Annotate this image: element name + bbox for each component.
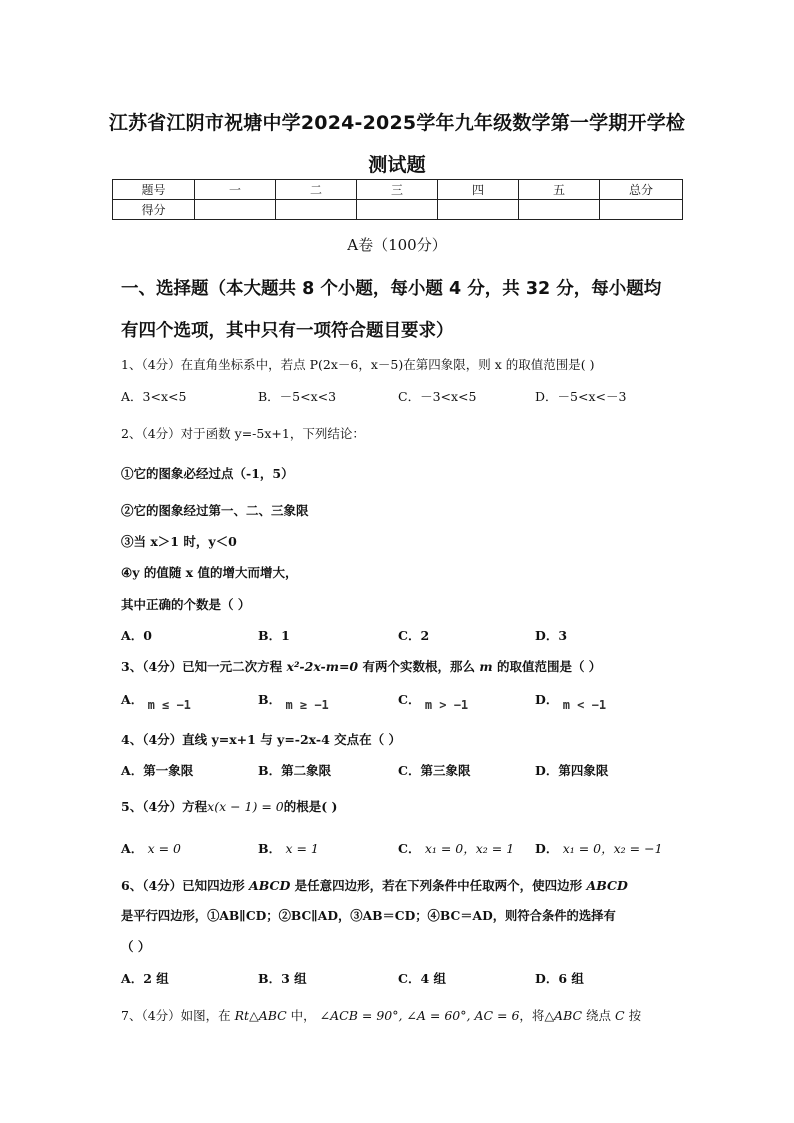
question-6-stem-line2: 是平行四边形，①AB∥CD；②BC∥AD，③AB＝CD；④BC＝AD，则符合条件的选择有 xyxy=(121,908,616,923)
q5-stem-part: 5、（4分）方程 xyxy=(121,799,208,814)
score-row-label: 得分 xyxy=(113,200,195,220)
question-5-stem xyxy=(121,797,337,815)
score-header-cell: 题号 xyxy=(113,180,195,200)
score-cell[interactable] xyxy=(600,200,683,220)
part1-heading-line1: 一、选择题（本大题共 8 个小题，每小题 4 分，共 32 分，每小题均 xyxy=(121,279,662,299)
q7-stem-part: 7、（4分）如图，在 xyxy=(121,1008,235,1023)
q2-statement-1: ①它的图象必经过点（-1，5） xyxy=(121,466,294,481)
q7-triangle-2: △ABC xyxy=(544,1008,583,1023)
q5-option-d-label: D． xyxy=(535,841,559,856)
q5-option-a-label: A． xyxy=(121,841,144,856)
q3-option-d-value: m < −1 xyxy=(562,698,607,712)
exam-title-line2: 测试题 xyxy=(368,154,426,176)
q2-option-a[interactable]: A．0 xyxy=(121,628,152,643)
q4-option-b[interactable]: B．第二象限 xyxy=(258,763,332,778)
q3-option-c-label: C． xyxy=(398,692,421,707)
q3-option-a-label: A． xyxy=(121,692,144,707)
q6-stem-part: 是任意四边形，若在下列条件中任取两个，使四边形 xyxy=(290,878,587,893)
q5-equation: x(x − 1) = 0 xyxy=(207,799,284,814)
q5-option-a[interactable] xyxy=(121,839,181,857)
score-table-header-row xyxy=(113,180,683,200)
q3-option-a-value: m ≤ −1 xyxy=(147,698,191,712)
q3-equation: x²-2x-m=0 xyxy=(286,659,359,674)
q5-option-c-label: C． xyxy=(398,841,421,856)
question-4-stem: 4、（4分）直线 y=x+1 与 y=-2x-4 交点在（ ） xyxy=(121,732,402,747)
q2-statement-4: ④y 的值随 x 值的增大而增大， xyxy=(121,565,298,580)
q6-stem-part: 6、（4分）已知四边形 xyxy=(121,878,249,893)
q6-option-c[interactable]: C．4 组 xyxy=(398,971,446,986)
q2-option-b[interactable]: B．1 xyxy=(258,628,290,643)
score-cell[interactable] xyxy=(519,200,600,220)
q4-option-d[interactable]: D．第四象限 xyxy=(535,763,609,778)
q6-option-a[interactable]: A．2 组 xyxy=(121,971,169,986)
q5-option-d-value: x₁ = 0，x₂ = −1 xyxy=(562,841,663,856)
q7-stem-part: 绕点 xyxy=(582,1008,616,1023)
q7-conditions: ∠ACB = 90°, ∠A = 60°, AC = 6 xyxy=(319,1008,520,1023)
q3-option-c-value: m > −1 xyxy=(424,698,469,712)
q3-option-a[interactable] xyxy=(121,690,191,712)
score-header-cell: 五 xyxy=(519,180,600,200)
score-cell[interactable] xyxy=(195,200,276,220)
question-6-stem-line3: （ ） xyxy=(121,939,151,954)
question-3-stem xyxy=(121,657,601,675)
q6-quad-name: ABCD xyxy=(586,878,628,893)
question-7-stem xyxy=(121,1006,641,1024)
q2-option-d[interactable]: D．3 xyxy=(535,628,568,643)
q5-option-c[interactable] xyxy=(398,839,514,857)
q2-statement-3: ③当 x＞1 时，y＜0 xyxy=(121,534,237,549)
q1-option-a[interactable]: A．3<x<5 xyxy=(121,389,187,404)
score-cell[interactable] xyxy=(276,200,357,220)
q5-option-b-label: B． xyxy=(258,841,282,856)
q2-statement-2: ②它的图象经过第一、二、三象限 xyxy=(121,503,309,518)
q7-stem-part: 中， xyxy=(286,1008,320,1023)
q5-option-a-value: x = 0 xyxy=(147,841,181,856)
score-header-cell: 一 xyxy=(195,180,276,200)
q5-option-c-value: x₁ = 0，x₂ = 1 xyxy=(424,841,515,856)
q4-option-c[interactable]: C．第三象限 xyxy=(398,763,471,778)
section-a-title: A卷（100分） xyxy=(347,236,447,254)
q5-option-b-value: x = 1 xyxy=(285,841,319,856)
q7-point: C xyxy=(615,1008,625,1023)
q5-option-b[interactable] xyxy=(258,839,319,857)
q7-triangle: Rt△ABC xyxy=(234,1008,287,1023)
score-header-cell: 四 xyxy=(438,180,519,200)
question-1-stem: 1、（4分）在直角坐标系中，若点 P(2x－6，x－5)在第四象限，则 x 的取值范围是( ) xyxy=(121,357,595,372)
exam-title-line1: 江苏省江阴市祝塘中学2024-2025学年九年级数学第一学期开学检 xyxy=(108,112,686,134)
q6-option-d[interactable]: D．6 组 xyxy=(535,971,584,986)
score-table xyxy=(112,179,683,220)
q1-option-b[interactable]: B．－5<x<3 xyxy=(258,389,337,404)
score-cell[interactable] xyxy=(357,200,438,220)
q3-stem-part: 的取值范围是（ ） xyxy=(492,659,602,674)
score-table-score-row xyxy=(113,200,683,220)
part1-heading-line2: 有四个选项，其中只有一项符合题目要求） xyxy=(121,321,454,341)
q7-stem-part: ，将 xyxy=(519,1008,545,1023)
q7-stem-part: 按 xyxy=(624,1008,642,1023)
score-cell[interactable] xyxy=(438,200,519,220)
q2-option-c[interactable]: C．2 xyxy=(398,628,430,643)
q1-option-c[interactable]: C．－3<x<5 xyxy=(398,389,477,404)
q3-option-c[interactable] xyxy=(398,690,469,712)
q3-option-d-label: D． xyxy=(535,692,559,707)
q5-option-d[interactable] xyxy=(535,839,663,857)
q3-variable: m xyxy=(479,659,493,674)
q6-quad-name: ABCD xyxy=(249,878,291,893)
question-6-stem-line1 xyxy=(121,876,628,894)
q1-option-d[interactable]: D．－5<x<－3 xyxy=(535,389,627,404)
q6-option-b[interactable]: B．3 组 xyxy=(258,971,307,986)
question-2-stem: 2、（4分）对于函数 y=-5x+1，下列结论： xyxy=(121,426,365,441)
q2-ask: 其中正确的个数是（ ） xyxy=(121,597,251,612)
q5-stem-part: 的根是( ) xyxy=(283,799,338,814)
score-header-cell: 二 xyxy=(276,180,357,200)
q3-option-d[interactable] xyxy=(535,690,607,712)
score-header-cell: 三 xyxy=(357,180,438,200)
q3-stem-part: 3、（4分）已知一元二次方程 xyxy=(121,659,287,674)
score-header-cell: 总分 xyxy=(600,180,683,200)
q3-option-b-value: m ≥ −1 xyxy=(285,698,329,712)
q4-option-a[interactable]: A．第一象限 xyxy=(121,763,194,778)
q3-option-b-label: B． xyxy=(258,692,282,707)
q3-stem-part: 有两个实数根，那么 xyxy=(358,659,480,674)
q3-option-b[interactable] xyxy=(258,690,329,712)
